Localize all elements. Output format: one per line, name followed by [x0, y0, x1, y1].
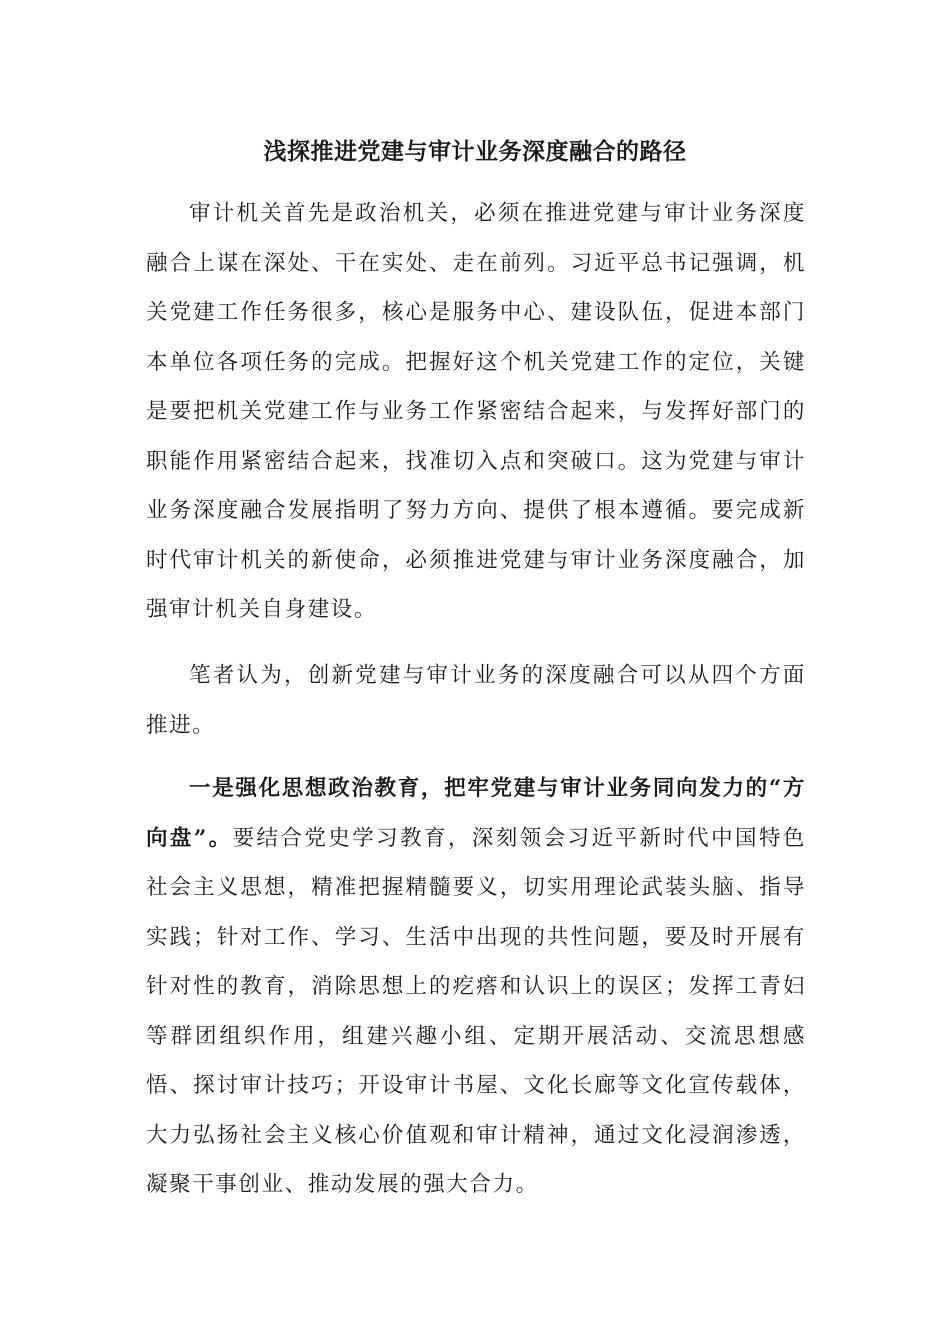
- paragraph-point-one-lead: 一是强化思想政治教育，把牢党建与审计业务同向发力的“方向盘”。: [146, 776, 806, 851]
- paragraph-point-one-body: 要结合党史学习教育，深刻领会习近平新时代中国特色社会主义思想，精准把握精髓要义，切实用理论武装头脑、指导实践；针对工作、学习、生活中出现的共性问题，要及时开展有针对性的教育，消除思想上的疙瘩和认识上的误区；发挥工青妇等群团组织作用，组建兴趣小组、定期开展活动、交流思想感悟、探讨审计技巧；开设审计书屋、文化长廊等文化宣传载体，大力弘扬社会主义核心价值观和审计精神，通过文化浸润渗透，凝聚干事创业、推动发展的强大合力。: [146, 825, 806, 1197]
- paragraph-point-one: [146, 764, 806, 1210]
- paragraph-intro: 审计机关首先是政治机关，必须在推进党建与审计业务深度融合上谋在深处、干在实处、走在前列。习近平总书记强调，机关党建工作任务很多，核心是服务中心、建设队伍，促进本部门本单位各项任务的完成。把握好这个机关党建工作的定位，关键是要把机关党建工作与业务工作紧密结合起来，与发挥好部门的职能作用紧密结合起来，找准切入点和突破口。这为党建与审计业务深度融合发展指明了努力方向、提供了根本遵循。要完成新时代审计机关的新使命，必须推进党建与审计业务深度融合，加强审计机关自身建设。: [146, 201, 806, 622]
- document-title: 浅探推进党建与审计业务深度融合的路径: [263, 138, 687, 165]
- paragraph-author-view: 笔者认为，创新党建与审计业务的深度融合可以从四个方面推进。: [146, 663, 806, 738]
